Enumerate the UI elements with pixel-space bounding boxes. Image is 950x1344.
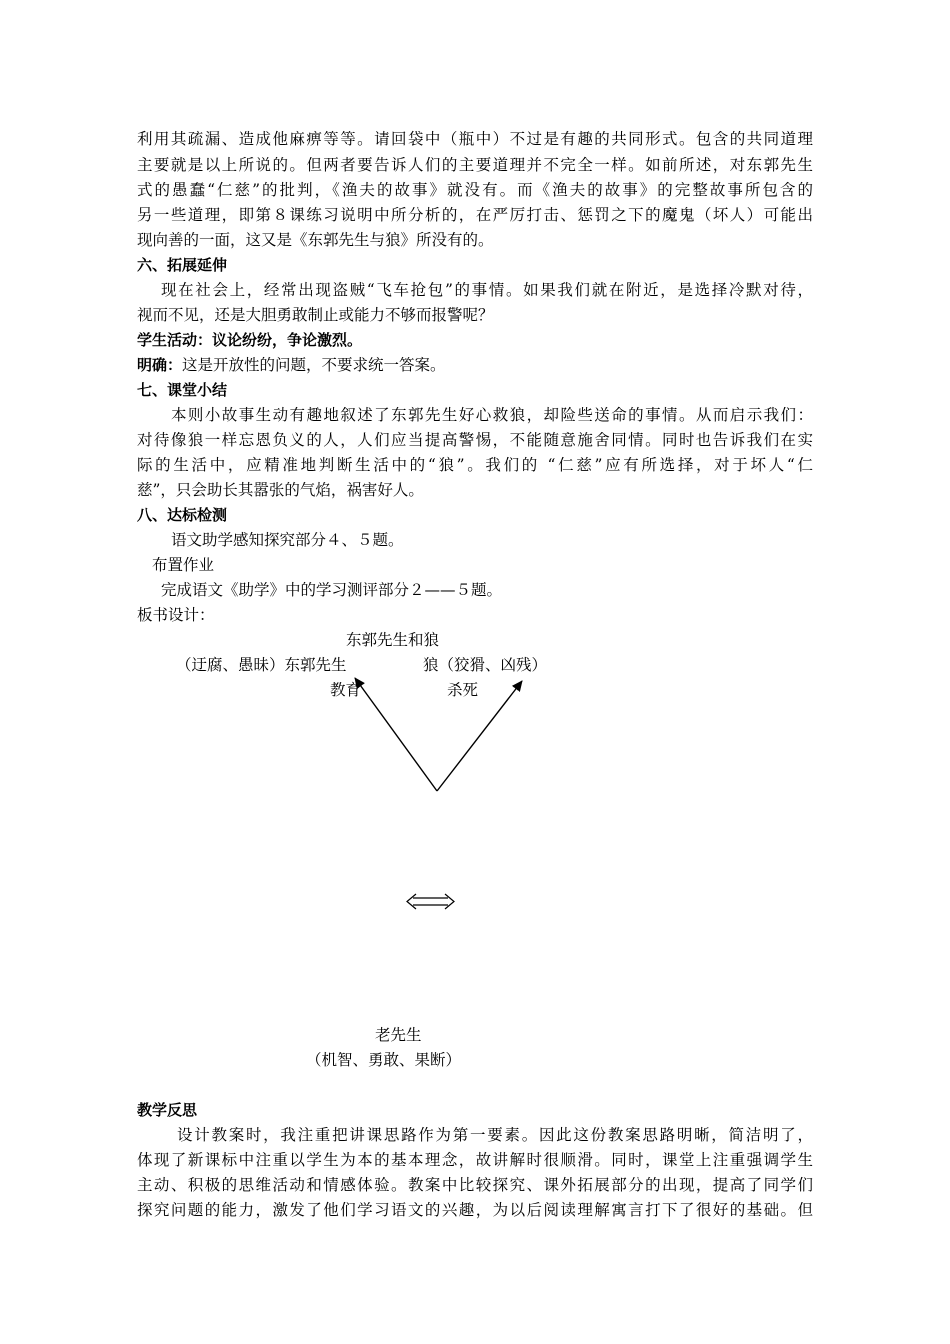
section-heading: 七、课堂小结: [137, 381, 228, 399]
paragraph-line: 主要就是以上所说的。但两者要告诉人们的主要道理并不完全一样。如前所述，对东郭先生: [137, 156, 813, 174]
paragraph-line: 式的愚蠢“仁慈”的批判，《渔夫的故事》就没有。而《渔夫的故事》的完整故事所包含的: [137, 181, 813, 199]
board-label: 板书设计：: [137, 606, 215, 624]
paragraph-line: 另一些道理，即第８课练习说明中所分析的，在严厉打击、惩罚之下的魔鬼（坏人）可能出: [137, 206, 813, 224]
paragraph-line: 探究问题的能力，激发了他们学习语文的兴趣，为以后阅读理解寓言打下了很好的基础。但: [137, 1201, 813, 1219]
homework-text: 完成语文《助学》中的学习测评部分２——５题。: [161, 581, 503, 599]
board-title: 东郭先生和狼: [346, 631, 440, 649]
board-right-verb: 杀死: [447, 681, 479, 699]
left-arrow: [355, 678, 437, 791]
board-bottom-traits: （机智、勇敢、果断）: [306, 1051, 462, 1069]
paragraph-line: 际的生活中，应精准地判断生活中的“狼”。我们的 “仁慈”应有所选择，对于坏人“仁: [137, 456, 813, 474]
clarify-label: 明确：: [137, 356, 183, 374]
paragraph-line: 视而不见，还是大胆勇敢制止或能力不够而报警呢？: [137, 306, 494, 324]
section-heading: 六、拓展延伸: [137, 256, 228, 274]
paragraph-line: 现在社会上，经常出现盗贼“飞车抢包”的事情。如果我们就在附近，是选择冷默对待，: [161, 281, 813, 299]
paragraph-line: 慈”，只会助长其嚣张的气焰，祸害好人。: [137, 481, 424, 499]
board-right-label: 狼（狡猾、凶残）: [423, 656, 548, 674]
paragraph-line: 语文助学感知探究部分４、５题。: [171, 531, 404, 549]
section-heading: 八、达标检测: [137, 506, 228, 524]
board-bottom-name: 老先生: [375, 1026, 422, 1044]
board-left-label: （迂腐、愚昧）东郭先生: [176, 656, 347, 674]
paragraph-line: 对待像狼一样忘恩负义的人，人们应当提高警惕，不能随意施舍同情。同时也告诉我们在实: [137, 431, 813, 449]
board-left-verb: 教育: [330, 681, 362, 699]
student-activity: 学生活动：议论纷纷，争论激烈。: [137, 331, 363, 349]
homework-label: 布置作业: [152, 556, 215, 574]
right-arrow: [437, 681, 522, 791]
paragraph-line: 利用其疏漏、造成他麻痹等等。请回袋中（瓶中）不过是有趣的共同形式。包含的共同道理: [137, 130, 813, 148]
paragraph-line: 体现了新课标中注重以学生为本的基本理念，故讲解时很顺滑。同时，课堂上注重强调学生: [137, 1151, 813, 1169]
clarify-text: 这是开放性的问题，不要求统一答案。: [182, 356, 446, 374]
paragraph-line: 主动、积极的思维活动和情感体验。教案中比较探究、课外拓展部分的出现，提高了同学们: [137, 1176, 813, 1194]
paragraph-line: 本则小故事生动有趣地叙述了东郭先生好心救狼，却险些送命的事情。从而启示我们：: [171, 406, 813, 424]
section-heading: 教学反思: [137, 1101, 198, 1119]
paragraph-line: 设计教案时，我注重把讲课思路作为第一要素。因此这份教案思路明晰，简洁明了，: [177, 1126, 813, 1144]
double-arrow-icon: [407, 894, 454, 909]
paragraph-line: 现向善的一面，这又是《东郭先生与狼》所没有的。: [137, 231, 494, 249]
